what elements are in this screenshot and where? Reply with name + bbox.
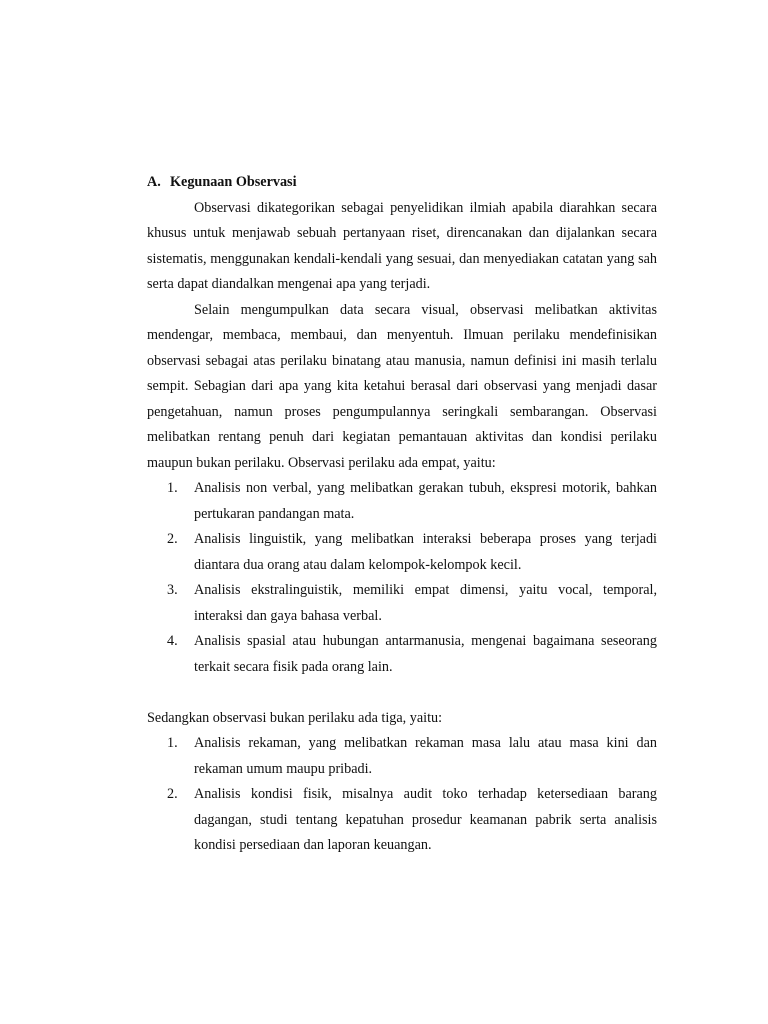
section-title: Kegunaan Observasi <box>170 174 297 190</box>
list-number: 1. <box>167 480 178 496</box>
list-number: 2. <box>167 531 178 547</box>
list-item <box>147 527 657 578</box>
paragraph-2: Selain mengumpulkan data secara visual, observasi melibatkan aktivitas mendengar, membaca, membaui, dan menyentuh. Ilmuan perilaku mendefinisikan observasi sebagai atas perilaku binatang atau manusia, namun definisi ini masih terlalu sempit. Sebagian dari apa yang kita ketahui berasal dari observasi yang menjadi dasar pengetahuan, namun proses pengumpulannya seringkali sembarangan. Observasi melibatkan rentang penuh dari kegiatan pemantauan aktivitas dan kondisi perilaku maupun bukan perilaku. Observasi perilaku ada empat, yaitu: <box>147 301 657 471</box>
behavior-observation-list <box>147 476 657 680</box>
section-heading <box>147 170 657 196</box>
nonbehavior-intro: Sedangkan observasi bukan perilaku ada tiga, yaitu: <box>147 709 443 726</box>
list-item <box>147 782 657 859</box>
nonbehavior-observation-list <box>147 731 657 859</box>
list-item-text: Analisis ekstralinguistik, memiliki empat dimensi, yaitu vocal, temporal, interaksi dan gaya bahasa verbal. <box>194 582 657 624</box>
list-item-text: Analisis spasial atau hubungan antarmanusia, mengenai bagaimana seseorang terkait secara fisik pada orang lain. <box>194 633 657 675</box>
list-item-text: Analisis rekaman, yang melibatkan rekaman masa lalu atau masa kini dan rekaman umum maupu pribadi. <box>194 735 657 777</box>
list-item-text: Analisis kondisi fisik, misalnya audit toko terhadap ketersediaan barang dagangan, studi tentang kepatuhan prosedur keamanan pabrik serta analisis kondisi persediaan dan laporan keuangan. <box>194 786 657 853</box>
list-item-text: Analisis non verbal, yang melibatkan gerakan tubuh, ekspresi motorik, bahkan pertukaran pandangan mata. <box>194 480 657 522</box>
list-number: 4. <box>167 633 178 649</box>
list-number: 1. <box>167 735 178 751</box>
list-item-text: Analisis linguistik, yang melibatkan interaksi beberapa proses yang terjadi diantara dua orang atau dalam kelompok-kelompok kecil. <box>194 531 657 573</box>
list-number: 2. <box>167 786 178 802</box>
list-item <box>147 731 657 782</box>
document-page <box>147 170 657 859</box>
list-number: 3. <box>167 582 178 598</box>
list-item <box>147 578 657 629</box>
list-item <box>147 476 657 527</box>
list-item <box>147 629 657 680</box>
section-letter: A. <box>147 174 161 190</box>
blank-line <box>147 680 657 706</box>
paragraph-1: Observasi dikategorikan sebagai penyelidikan ilmiah apabila diarahkan secara khusus untuk menjawab sebuah pertanyaan riset, direncanakan dan dijalankan secara sistematis, menggunakan kendali-kendali yang sesuai, dan menyediakan catatan yang sah serta dapat diandalkan mengenai apa yang terjadi. <box>147 199 657 292</box>
